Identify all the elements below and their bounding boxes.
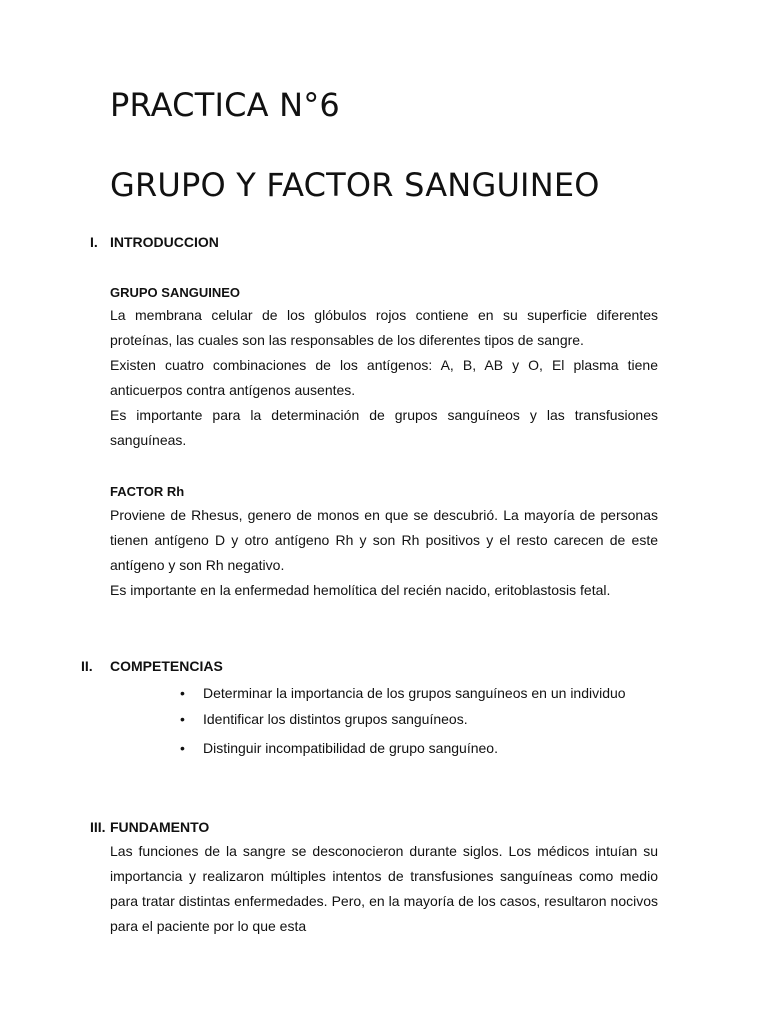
subheading-factor-rh: FACTOR Rh xyxy=(110,484,185,499)
list-item-text: Determinar la importancia de los grupos sanguíneos en un individuo xyxy=(203,685,626,701)
list-item xyxy=(180,735,658,761)
list-item-text: Distinguir incompatibilidad de grupo sanguíneo. xyxy=(203,740,498,756)
section-number-fundamento: III. xyxy=(90,819,106,835)
bullet-icon: • xyxy=(180,711,185,727)
document-subtitle: GRUPO Y FACTOR SANGUINEO xyxy=(110,166,600,204)
bullet-icon: • xyxy=(180,740,185,756)
section-title-competencias: COMPETENCIAS xyxy=(110,658,223,674)
bullet-icon: • xyxy=(180,685,185,701)
paragraph: Las funciones de la sangre se desconocieron durante siglos. Los médicos intuían su importancia y realizaron múltiples intentos de transfusiones sanguíneas como medio para tratar distintas enfermedades. Pero, en la mayoría de los casos, resultaron nocivos para el paciente por lo que esta xyxy=(110,843,658,934)
subheading-grupo-sanguineo: GRUPO SANGUINEO xyxy=(110,285,241,300)
practice-title: PRACTICA N°6 xyxy=(110,86,340,124)
list-item-text: Identificar los distintos grupos sanguíneos. xyxy=(203,711,468,727)
paragraph: Proviene de Rhesus, genero de monos en que se descubrió. La mayoría de personas tienen antígeno D y otro antígeno Rh y son Rh positivos y el resto carecen de este antígeno y son Rh negativo. xyxy=(110,507,658,573)
factor-rh-text xyxy=(110,503,658,603)
list-item xyxy=(180,680,658,706)
paragraph: Existen cuatro combinaciones de los antígenos: A, B, AB y O, El plasma tiene anticuerpos contra antígenos ausentes. xyxy=(110,357,658,398)
paragraph: La membrana celular de los glóbulos rojos contiene en su superficie diferentes proteínas, las cuales son las responsables de los diferentes tipos de sangre. xyxy=(110,307,658,348)
section-number-intro: I. xyxy=(90,234,98,250)
paragraph: Es importante para la determinación de grupos sanguíneos y las transfusiones sanguíneas. xyxy=(110,407,658,448)
section-title-fundamento: FUNDAMENTO xyxy=(110,819,210,835)
section-title-intro: INTRODUCCION xyxy=(110,234,219,250)
competencias-list xyxy=(180,680,658,761)
grupo-sanguineo-text xyxy=(110,303,658,453)
section-number-competencias: II. xyxy=(81,658,93,674)
paragraph: Es importante en la enfermedad hemolítica del recién nacido, eritoblastosis fetal. xyxy=(110,582,611,598)
fundamento-text xyxy=(110,839,658,939)
list-item xyxy=(180,706,658,732)
